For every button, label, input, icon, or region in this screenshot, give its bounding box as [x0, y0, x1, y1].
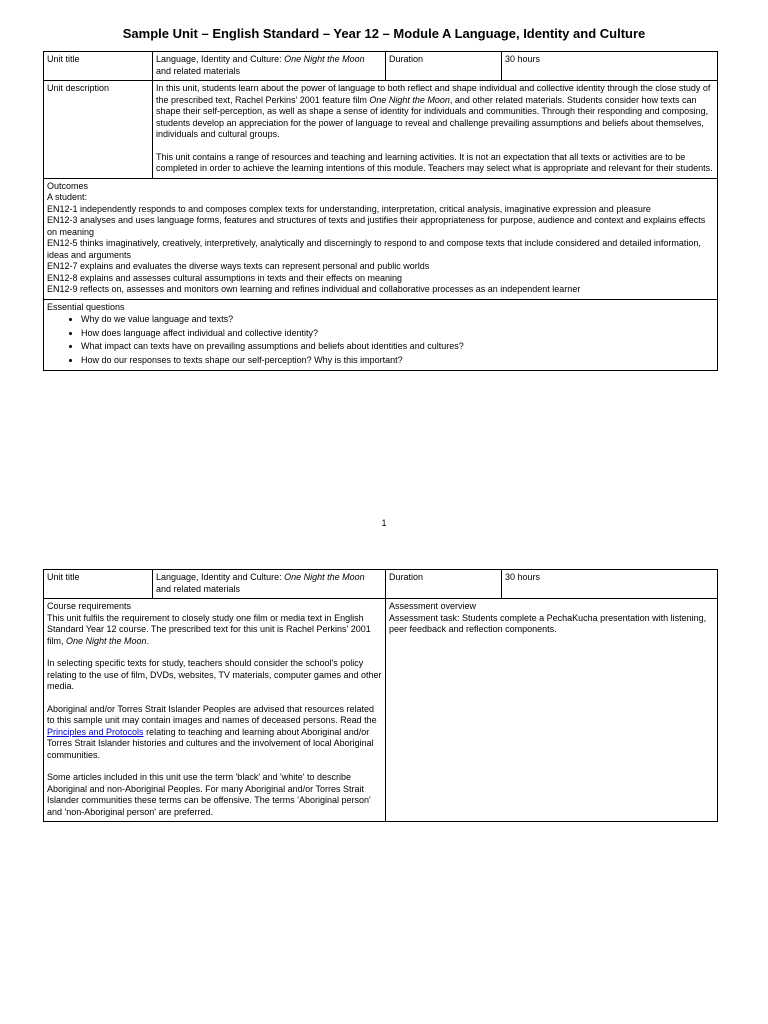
unit-title-row	[44, 52, 718, 81]
question-item: • How do our responses to texts shape our self-perception? Why is this important?	[81, 354, 714, 368]
essential-questions-cell	[44, 299, 718, 371]
unit-description-text: In this unit, students learn about the power of language to both reflect and shape individual and collective identity through the close study of the prescribed text, Rachel Perkins' 2001 feature film One Night the Moon, and other related materials. Students consider how texts can shape their self-perception, as well as shape a sense of identity for individuals and communities. Through their responding and composing, students develop an appreciation for the power of language to reveal and challenge prevailing assumptions and beliefs about themselves, individuals and cultural groups. This unit contains a range of resources and teaching and learning activities. It is not an expectation that all texts or activities are to be completed in order to achieve the learning intentions of this module. Teachers may select what is appropriate and relevant for their students.	[153, 81, 718, 179]
outcome-item: EN12-9 reflects on, assesses and monitors own learning and refines individual and collaborative processes as an independent learner	[47, 284, 581, 294]
duration-label: Duration	[386, 52, 502, 81]
unit-title-row	[44, 570, 718, 599]
duration-label: Duration	[386, 570, 502, 599]
question-item: • How does language affect individual and collective identity?	[81, 327, 714, 341]
course-requirements-heading: Course requirements	[47, 601, 132, 611]
outcomes-row	[44, 178, 718, 299]
unit-title-label: Unit title	[44, 52, 153, 81]
outcomes-cell	[44, 178, 718, 299]
assessment-overview-cell	[386, 599, 718, 822]
essential-questions-list	[47, 313, 714, 367]
unit-overview-table	[43, 51, 718, 371]
course-requirements-cell: Course requirements This unit fulfils the requirement to closely study one film or media text in English Standard Year 12 course. The prescribed text for this unit is Rachel Perkins' 2001 film, One Night the Moon. In selecting specific texts for study, teachers should consider the school's policy relating to the use of film, DVDs, websites, TV materials, computer games and other media. Aboriginal and/or Torres Strait Islander Peoples are advised that resources related to this sample unit may contain images and names of deceased persons. Read the Principles and Protocols relating to teaching and learning about Aboriginal and/or Torres Strait Islander histories and cultures and the involvement of local Aboriginal communities. Some articles included in this unit use the term 'black' and 'white' to describe Aboriginal and non-Aboriginal Peoples. For many Aboriginal and/or Torres Strait Islander communities these terms can be offensive. The terms 'Aboriginal person' and 'non-Aboriginal person' are preferred.	[44, 599, 386, 822]
essential-questions-row	[44, 299, 718, 371]
outcome-item: EN12-1 independently responds to and composes complex texts for understanding, interpretation, critical analysis, imaginative expression and pleasure	[47, 203, 651, 214]
unit-description-label: Unit description	[44, 81, 153, 179]
unit-title-value: Language, Identity and Culture: One Night the Moon and related materials	[153, 52, 386, 81]
assessment-overview-text: Assessment task: Students complete a PechaKucha presentation with listening, peer feedback and reflection components.	[389, 612, 707, 634]
document-title: Sample Unit – English Standard – Year 12 – Module A Language, Identity and Culture	[122, 26, 646, 41]
question-item: • Why do we value language and texts?	[81, 313, 714, 327]
outcomes-heading: Outcomes	[47, 180, 89, 191]
outcomes-intro: A student:	[47, 192, 88, 202]
outcome-item: EN12-8 explains and assesses cultural assumptions in texts and their effects on meaning	[47, 272, 403, 283]
requirements-row	[44, 599, 718, 822]
unit-description-row	[44, 81, 718, 179]
duration-value: 30 hours	[502, 52, 718, 81]
duration-value: 30 hours	[502, 570, 718, 599]
outcome-item: EN12-5 thinks imaginatively, creatively, interpretively, analytically and discerningly to respond to and compose texts that include considered and detailed information, ideas and arguments	[47, 238, 701, 260]
unit-title-label: Unit title	[44, 570, 153, 599]
question-item: • What impact can texts have on prevailing assumptions and beliefs about identities and cultures?	[81, 340, 714, 354]
outcome-item: EN12-3 analyses and uses language forms, features and structures of texts and justifies their appropriateness for purpose, audience and context and explains effects on meaning	[47, 215, 706, 237]
unit-title-value: Language, Identity and Culture: One Night the Moon and related materials	[153, 570, 386, 599]
assessment-overview-heading: Assessment overview	[389, 601, 477, 611]
outcome-item: EN12-7 explains and evaluates the diverse ways texts can represent personal and public worlds	[47, 261, 430, 271]
essential-questions-heading: Essential questions	[47, 301, 125, 312]
principles-and-protocols-link[interactable]: Principles and Protocols	[47, 726, 144, 737]
course-requirements-table	[43, 569, 718, 822]
page-number: 1	[381, 518, 387, 528]
